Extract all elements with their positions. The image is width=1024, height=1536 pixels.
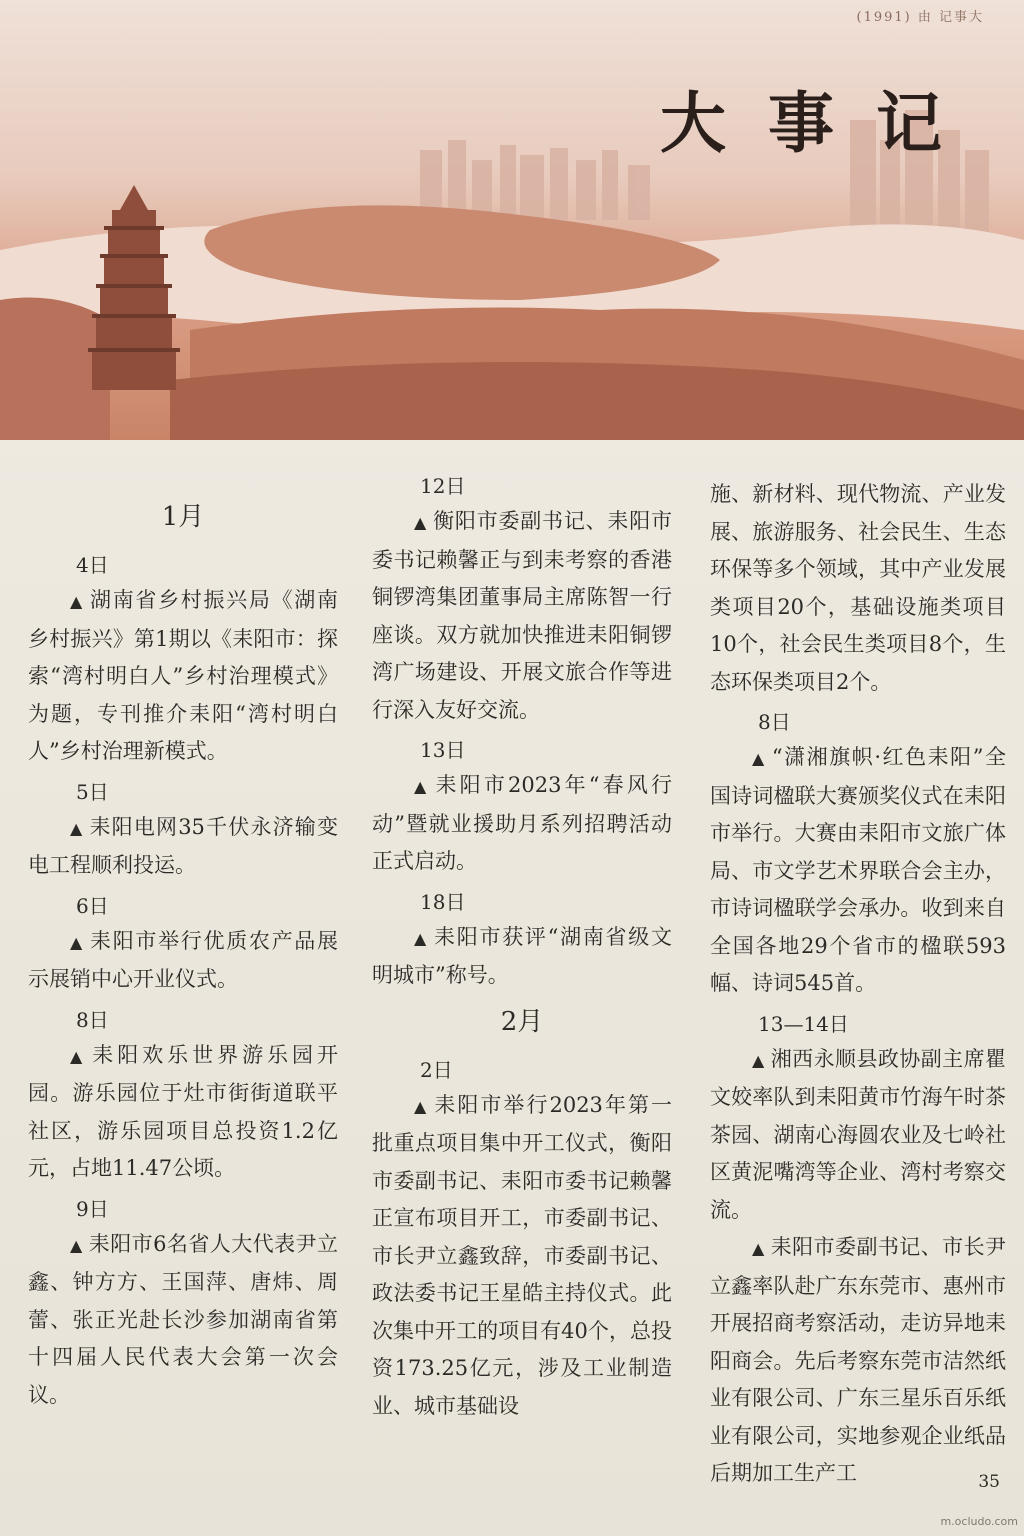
event-entry	[710, 739, 1006, 1003]
day-heading: 8日	[758, 710, 791, 734]
event-entry	[710, 1229, 1006, 1493]
column-3	[710, 476, 1006, 1493]
entry-continuation: 施、新材料、现代物流、产业发展、旅游服务、社会民生、生态环保等多个领域，其中产业发展类项目20个，基础设施类项目10个，社会民生类项目8个，生态环保类项目2个。	[710, 482, 1006, 694]
page-number: 35	[978, 1472, 1000, 1492]
event-text: 耒阳市委副书记、市长尹立鑫率队赴广东东莞市、惠州市开展招商考察活动，走访异地耒阳商会。先后考察东莞市洁然纸业有限公司、广东三星乐百乐纸业有限公司，实地参观企业纸品后期加工生产工	[710, 1235, 1006, 1485]
watermark: m.ocludo.com	[940, 1515, 1018, 1528]
day-heading: 5日	[76, 779, 109, 804]
month-heading: 2月	[500, 1006, 544, 1037]
day-heading: 12日	[420, 474, 466, 498]
event-entry	[28, 923, 338, 999]
event-text: “潇湘旗帜·红色耒阳”全国诗词楹联大赛颁奖仪式在耒阳市举行。大赛由耒阳市文旅广体局、市文学艺术界联合会主办，市诗词楹联学会承办。收到来自全国各地29个省市的楹联593幅、诗词545首。	[710, 745, 1006, 995]
event-text: 耒阳市举行2023年第一批重点项目集中开工仪式，衡阳市委副书记、耒阳市委书记赖馨正宣布项目开工，市委副书记、市长尹立鑫致辞，市委副书记、政法委书记王星皓主持仪式。此次集中开工的项目有40个，总投资173.25亿元，涉及工业制造业、城市基础设	[372, 1092, 672, 1418]
day-heading: 13日	[420, 738, 466, 762]
triangle-bullet-icon: ▲	[414, 777, 430, 796]
day-heading: 13—14日	[758, 1011, 849, 1036]
triangle-bullet-icon: ▲	[752, 749, 766, 768]
event-text: 耒阳市2023年“春风行动”暨就业援助月系列招聘活动正式启动。	[372, 773, 672, 873]
triangle-bullet-icon: ▲	[70, 592, 85, 611]
header-code: (1991) 由 记事大	[856, 10, 984, 25]
event-entry	[28, 809, 338, 885]
event-text: 耒阳电网35千伏永济输变电工程顺利投运。	[28, 814, 338, 877]
event-entry	[372, 767, 672, 881]
event-entry	[28, 1037, 338, 1188]
page-title: 大事记	[660, 84, 984, 162]
event-text: 湘西永顺县政协副主席瞿文姣率队到耒阳黄市竹海午时茶茶园、湖南心海圆农业及七岭社区黄泥嘴湾等企业、湾村考察交流。	[710, 1046, 1006, 1222]
triangle-bullet-icon: ▲	[414, 513, 428, 532]
month-heading: 1月	[161, 502, 205, 532]
day-heading: 6日	[76, 893, 109, 918]
event-text: 耒阳市6名省人大代表尹立鑫、钟方方、王国萍、唐炜、周蕾、张正光赴长沙参加湖南省第十四届人民代表大会第一次会议。	[28, 1231, 338, 1407]
triangle-bullet-icon: ▲	[70, 932, 85, 952]
event-text: 耒阳市获评“湖南省级文明城市”称号。	[372, 924, 672, 987]
event-entry	[28, 1226, 338, 1415]
day-heading: 4日	[76, 553, 109, 577]
event-text: 耒阳市举行优质农产品展示展销中心开业仪式。	[28, 928, 339, 991]
triangle-bullet-icon: ▲	[70, 1046, 87, 1066]
triangle-bullet-icon: ▲	[70, 818, 84, 838]
day-heading: 18日	[420, 889, 466, 914]
triangle-bullet-icon: ▲	[414, 928, 429, 948]
event-entry	[710, 1041, 1006, 1230]
day-heading: 8日	[76, 1007, 109, 1032]
event-text: 耒阳欢乐世界游乐园开园。游乐园位于灶市街街道联平社区，游乐园项目总投资1.2亿元，占地11.47公顷。	[28, 1042, 338, 1180]
event-entry	[28, 582, 338, 771]
triangle-bullet-icon: ▲	[752, 1050, 765, 1070]
triangle-bullet-icon: ▲	[70, 1235, 83, 1255]
event-text: 衡阳市委副书记、耒阳市委书记赖馨正与到耒考察的香港铜锣湾集团董事局主席陈智一行座谈。双方就加快推进耒阳铜锣湾广场建设、开展文旅合作等进行深入友好交流。	[372, 509, 673, 722]
triangle-bullet-icon: ▲	[414, 1096, 429, 1116]
column-1	[28, 490, 338, 1414]
event-entry	[372, 1087, 672, 1426]
header-banner	[0, 0, 1024, 440]
event-entry	[372, 503, 672, 729]
event-text: 湖南省乡村振兴局《湖南乡村振兴》第1期以《耒阳市：探索“湾村明白人”乡村治理模式》为题，专刊推介耒阳“湾村明白人”乡村治理新模式。	[28, 588, 339, 763]
landscape-illustration	[0, 0, 1024, 440]
triangle-bullet-icon: ▲	[752, 1239, 765, 1258]
day-heading: 9日	[76, 1196, 109, 1221]
day-heading: 2日	[420, 1057, 453, 1082]
event-entry	[372, 919, 672, 995]
column-2	[372, 465, 672, 1425]
